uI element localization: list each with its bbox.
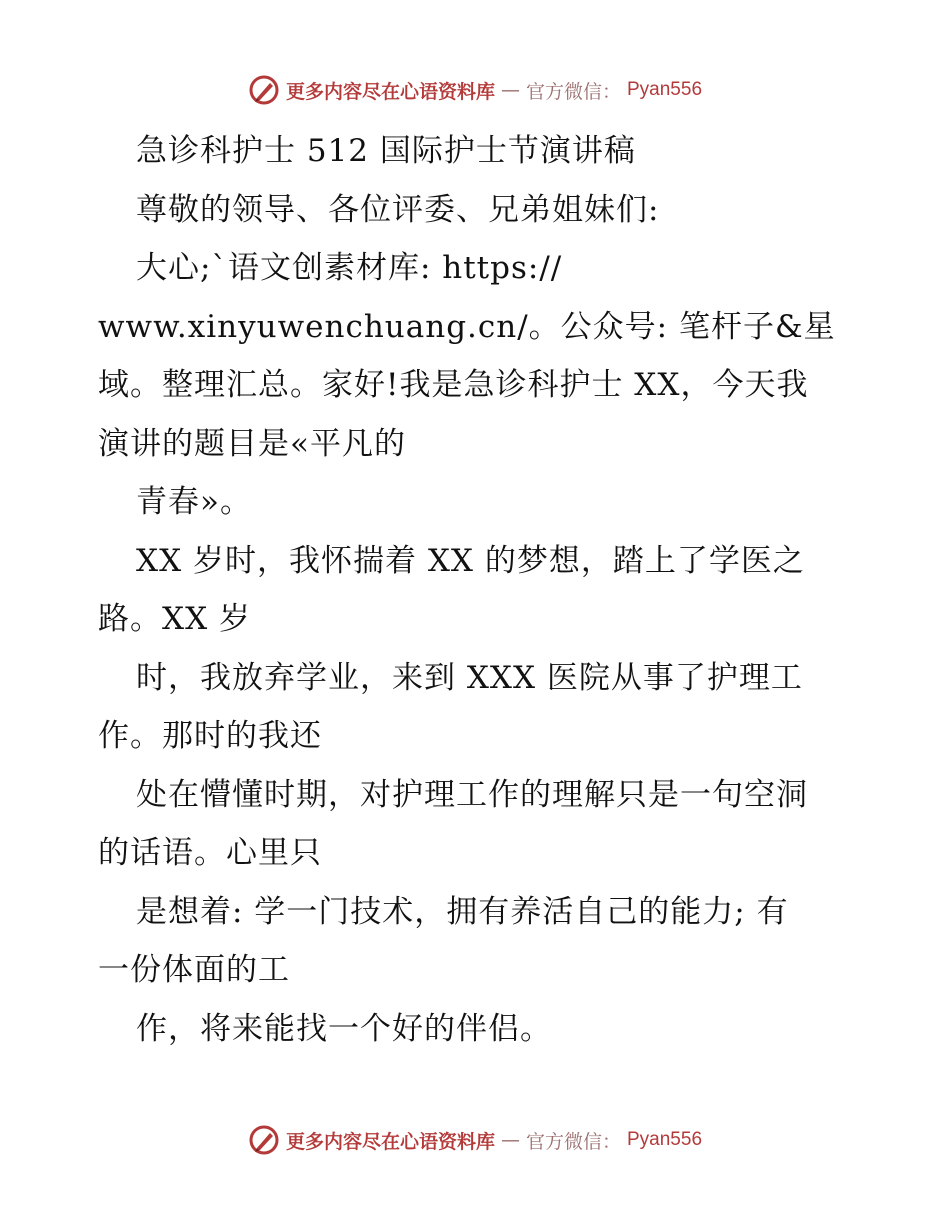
text-line: XX 岁时，我怀揣着 XX 的梦想，踏上了学医之 (136, 542, 805, 579)
text-line: 处在懵懂时期，对护理工作的理解只是一句空洞 (136, 776, 808, 813)
pen-logo-icon (248, 1124, 280, 1156)
brand-banner (248, 1124, 702, 1156)
text-line: 青春»。 (136, 484, 252, 520)
text-line: 路。XX 岁 (98, 601, 251, 637)
text-line: 作。那时的我还 (98, 718, 322, 754)
brand-separator: — (500, 79, 520, 101)
header-watermark (0, 70, 950, 110)
text-line: 大心;`语文创素材库: https:// (136, 250, 563, 286)
text-line: 演讲的题目是«平凡的 (98, 425, 406, 462)
brand-name: 更多内容尽在心语资料库 (285, 80, 495, 103)
text-line: 是想着: 学一门技术，拥有养活自己的能力; 有 (136, 893, 789, 930)
salutation: 尊敬的领导、各位评委、兄弟姐妹们: (136, 191, 660, 228)
official-label: 官方微信： (525, 80, 621, 103)
wechat-id: Pyan556 (627, 1129, 703, 1150)
document-title: 急诊科护士 512 国际护士节演讲稿 (136, 133, 636, 169)
brand-separator: — (500, 1129, 520, 1151)
brand-name: 更多内容尽在心语资料库 (285, 1130, 495, 1153)
text-line: 作，将来能找一个好的伴侣。 (136, 1010, 552, 1047)
text-line: 域。整理汇总。家好!我是急诊科护士 XX，今天我 (98, 367, 809, 403)
official-label: 官方微信： (525, 1130, 621, 1153)
footer-watermark (0, 1120, 950, 1160)
wechat-id: Pyan556 (627, 79, 703, 100)
document-body (98, 122, 858, 1058)
text-line: www.xinyuwenchuang.cn/。公众号: 笔杆子&星 (98, 308, 836, 345)
text-line: 的话语。心里只 (98, 835, 322, 871)
text-line: 一份体面的工 (98, 952, 290, 988)
pen-logo-icon (248, 74, 280, 106)
brand-banner (248, 74, 702, 106)
text-line: 时，我放弃学业，来到 XXX 医院从事了护理工 (136, 659, 803, 696)
